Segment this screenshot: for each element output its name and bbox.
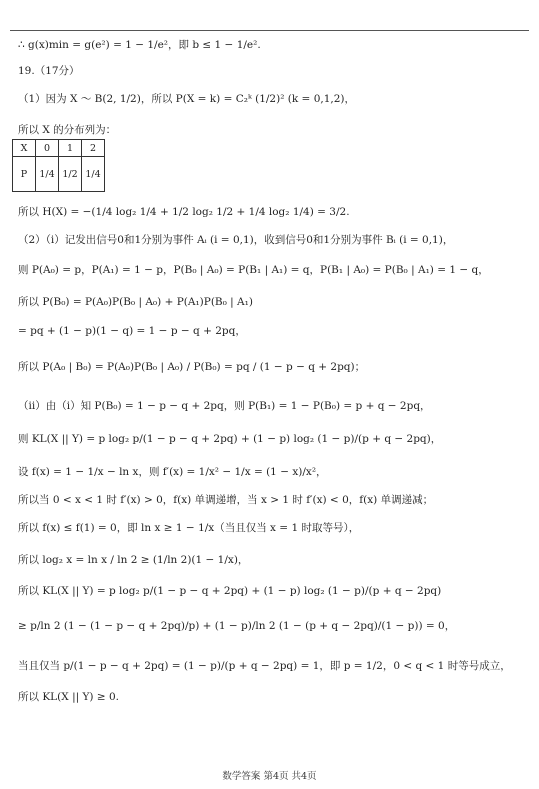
part-2-events: （2）（i）记发出信号0和1分别为事件 Aᵢ (i = 0,1)，收到信号0和1分别为事件 Bᵢ (i = 0,1)， — [18, 234, 454, 246]
auxiliary-function: 设 f(x) = 1 − 1/x − ln x，则 f′(x) = 1/x² − 1/x = (1 − x)/x²， — [18, 466, 327, 478]
header-rule — [10, 30, 529, 31]
kl-lower-bound: ≥ p/ln 2 (1 − (1 − p − q + 2pq)/p) + (1 − p)/ln 2 (1 − (p + q − 2pq)/(1 − p)) = 0， — [18, 620, 456, 632]
distribution-table — [12, 139, 105, 192]
table-cell: 1 — [59, 140, 82, 157]
table-row — [13, 157, 105, 192]
table-cell: 1/2 — [59, 157, 82, 192]
log-inequality: 所以 log₂ x = ln x / ln 2 ≥ (1/ln 2)(1 − 1/x)， — [18, 554, 249, 566]
kl-definition: 则 KL(X || Y) = p log₂ p/(1 − p − q + 2pq) + (1 − p) log₂ (1 − p)/(p + q − 2pq)， — [18, 433, 442, 445]
table-cell: X — [13, 140, 36, 157]
equality-condition: 当且仅当 p/(1 − p − q + 2pq) = (1 − p)/(p + q − 2pq) = 1，即 p = 1/2，0 < q < 1 时等号成立， — [18, 660, 511, 672]
part-ii-line: （ii）由（i）知 P(B₀) = 1 − p − q + 2pq，则 P(B₁) = 1 − P(B₀) = p + q − 2pq， — [18, 400, 431, 412]
total-probability-line: 所以 P(B₀) = P(A₀)P(B₀ | A₀) + P(A₁)P(B₀ | A₁) — [18, 296, 253, 308]
kl-expression: 所以 KL(X || Y) = p log₂ p/(1 − p − q + 2pq) + (1 − p) log₂ (1 − p)/(p + q − 2pq) — [18, 585, 442, 597]
page-footer: 数学答案 第4页 共4页 — [222, 771, 317, 782]
table-cell: 1/4 — [82, 157, 105, 192]
inequality-line: 所以 f(x) ≤ f(1) = 0，即 ln x ≥ 1 − 1/x（当且仅当 x = 1 时取等号）， — [18, 522, 360, 534]
table-cell: 1/4 — [36, 157, 59, 192]
conclusion-line: ∴ g(x)min = g(e²) = 1 − 1/e²，即 b ≤ 1 − 1/e². — [18, 39, 261, 51]
monotonicity-line: 所以当 0 < x < 1 时 f′(x) > 0，f(x) 单调递增，当 x > 1 时 f′(x) < 0，f(x) 单调递减； — [18, 494, 434, 506]
problem-19-heading: 19.（17分） — [18, 65, 80, 77]
bayes-line: 所以 P(A₀ | B₀) = P(A₀)P(B₀ | A₀) / P(B₀) = pq / (1 − p − q + 2pq)； — [18, 361, 366, 373]
final-conclusion: 所以 KL(X || Y) ≥ 0. — [18, 691, 119, 703]
table-cell: 0 — [36, 140, 59, 157]
table-row — [13, 140, 105, 157]
total-probability-result: = pq + (1 − p)(1 − q) = 1 − p − q + 2pq， — [18, 325, 246, 337]
part-1-binomial: （1）因为 X ～ B(2, 1/2)，所以 P(X = k) = C₂ᵏ (1/2)² (k = 0,1,2)， — [18, 93, 356, 105]
table-cell: 2 — [82, 140, 105, 157]
entropy-result: 所以 H(X) = −(1/4 log₂ 1/4 + 1/2 log₂ 1/2 + 1/4 log₂ 1/4) = 3/2. — [18, 206, 350, 218]
conditional-probabilities: 则 P(A₀) = p，P(A₁) = 1 − p，P(B₀ | A₀) = P(B₁ | A₁) = q，P(B₁ | A₀) = P(B₀ | A₁) = 1 − q， — [18, 264, 489, 276]
table-cell: P — [13, 157, 36, 192]
distribution-intro: 所以 X 的分布列为： — [18, 124, 117, 136]
